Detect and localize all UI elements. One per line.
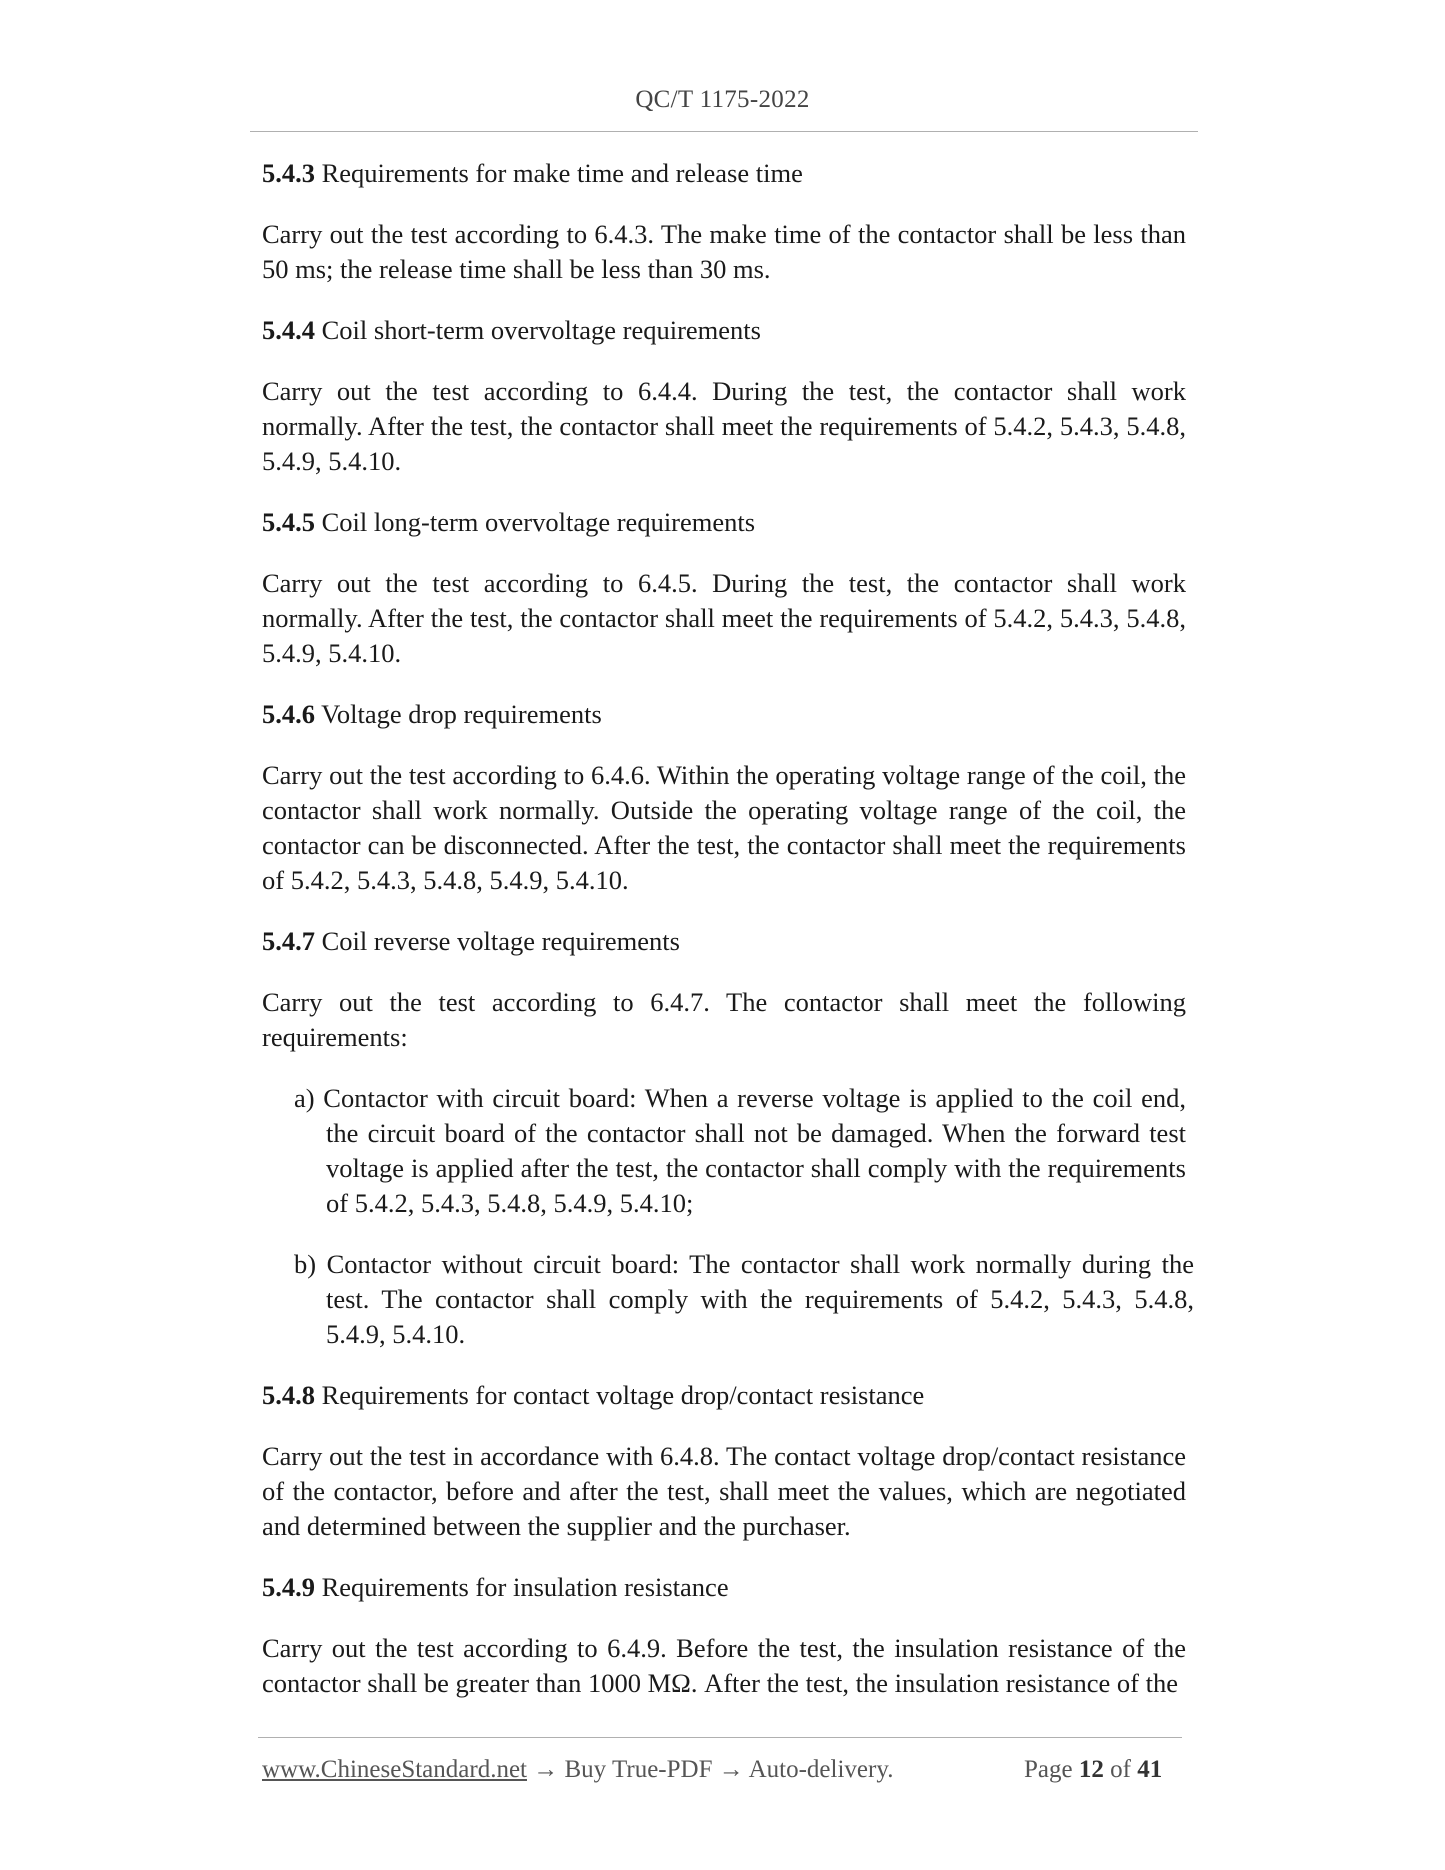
section-heading-5-4-6 xyxy=(262,697,1186,732)
section-paragraph-5-4-4: Carry out the test according to 6.4.4. During the test, the contactor shall work normally. After the test, the contactor shall meet the requirements of 5.4.2, 5.4.3, 5.4.8, 5.4.9, 5.4.10. xyxy=(262,376,1186,476)
section-heading-5-4-8 xyxy=(262,1378,1186,1413)
section-title: Coil long-term overvoltage requirements xyxy=(315,507,756,537)
section-number: 5.4.5 xyxy=(262,507,315,537)
section-heading-5-4-9 xyxy=(262,1570,1186,1605)
section-paragraph-5-4-8: Carry out the test in accordance with 6.4.8. The contact voltage drop/contact resistance of the contactor, before and after the test, shall meet the values, which are negotiated and determined between the supplier and the purchaser. xyxy=(262,1441,1186,1541)
arrow-separator: → xyxy=(527,1756,565,1783)
current-page-number: 12 xyxy=(1078,1756,1104,1783)
site-link[interactable]: www.ChineseStandard.net xyxy=(262,1756,527,1783)
arrow-separator: → xyxy=(712,1756,749,1783)
section-paragraph-5-4-5: Carry out the test according to 6.4.5. During the test, the contactor shall work normally. After the test, the contactor shall meet the requirements of 5.4.2, 5.4.3, 5.4.8, 5.4.9, 5.4.10. xyxy=(262,568,1186,668)
section-number: 5.4.7 xyxy=(262,926,315,956)
section-paragraph-5-4-3: Carry out the test according to 6.4.3. The make time of the contactor shall be less than 50 ms; the release time shall be less than 30 ms. xyxy=(262,219,1186,284)
footer-promo xyxy=(262,1756,893,1784)
section-paragraph-5-4-7: Carry out the test according to 6.4.7. The contactor shall meet the following requirements: xyxy=(262,987,1186,1052)
document-body xyxy=(262,156,1194,1727)
section-number: 5.4.3 xyxy=(262,158,315,188)
section-number: 5.4.6 xyxy=(262,699,315,729)
section-number: 5.4.8 xyxy=(262,1380,315,1410)
section-heading-5-4-7 xyxy=(262,924,1186,959)
of-label: of xyxy=(1103,1756,1138,1783)
section-heading-5-4-3 xyxy=(262,156,1186,191)
section-title: Requirements for insulation resistance xyxy=(315,1572,729,1602)
page-label: Page xyxy=(1024,1756,1079,1783)
footer-divider xyxy=(258,1737,1182,1738)
list-item-b: b) Contactor without circuit board: The contactor shall work normally during the test. The contactor shall comply with the requirements of 5.4.2, 5.4.3, 5.4.8, 5.4.9, 5.4.10. xyxy=(294,1249,1194,1349)
delivery-text: Auto-delivery. xyxy=(748,1756,894,1783)
section-paragraph-5-4-6: Carry out the test according to 6.4.6. Within the operating voltage range of the coil, the contactor shall work normally. Outside the operating voltage range of the coil, the contactor can be disconnected. After the test, the contactor shall meet the requirements of 5.4.2, 5.4.3, 5.4.8, 5.4.9, 5.4.10. xyxy=(262,760,1186,895)
buy-text: Buy True-PDF xyxy=(564,1756,713,1783)
section-paragraph-5-4-9: Carry out the test according to 6.4.9. Before the test, the insulation resistance of the contactor shall be greater than 1000 MΩ. After the test, the insulation resistance of the xyxy=(262,1633,1186,1698)
total-page-count: 41 xyxy=(1137,1756,1163,1783)
section-title: Voltage drop requirements xyxy=(315,699,602,729)
section-title: Coil short-term overvoltage requirements xyxy=(315,315,761,345)
section-heading-5-4-4 xyxy=(262,313,1186,348)
page-header-title: QC/T 1175-2022 xyxy=(635,86,810,113)
section-title: Requirements for contact voltage drop/contact resistance xyxy=(315,1380,925,1410)
header-divider xyxy=(250,131,1198,132)
section-title: Requirements for make time and release time xyxy=(315,158,803,188)
section-number: 5.4.9 xyxy=(262,1572,315,1602)
section-title: Coil reverse voltage requirements xyxy=(315,926,680,956)
page-indicator xyxy=(1024,1756,1162,1784)
section-heading-5-4-5 xyxy=(262,505,1186,540)
list-item-a: a) Contactor with circuit board: When a reverse voltage is applied to the coil end, the circuit board of the contactor shall not be damaged. When the forward test voltage is applied after the test, the contactor shall comply with the requirements of 5.4.2, 5.4.3, 5.4.8, 5.4.9, 5.4.10; xyxy=(294,1083,1186,1218)
section-number: 5.4.4 xyxy=(262,315,315,345)
